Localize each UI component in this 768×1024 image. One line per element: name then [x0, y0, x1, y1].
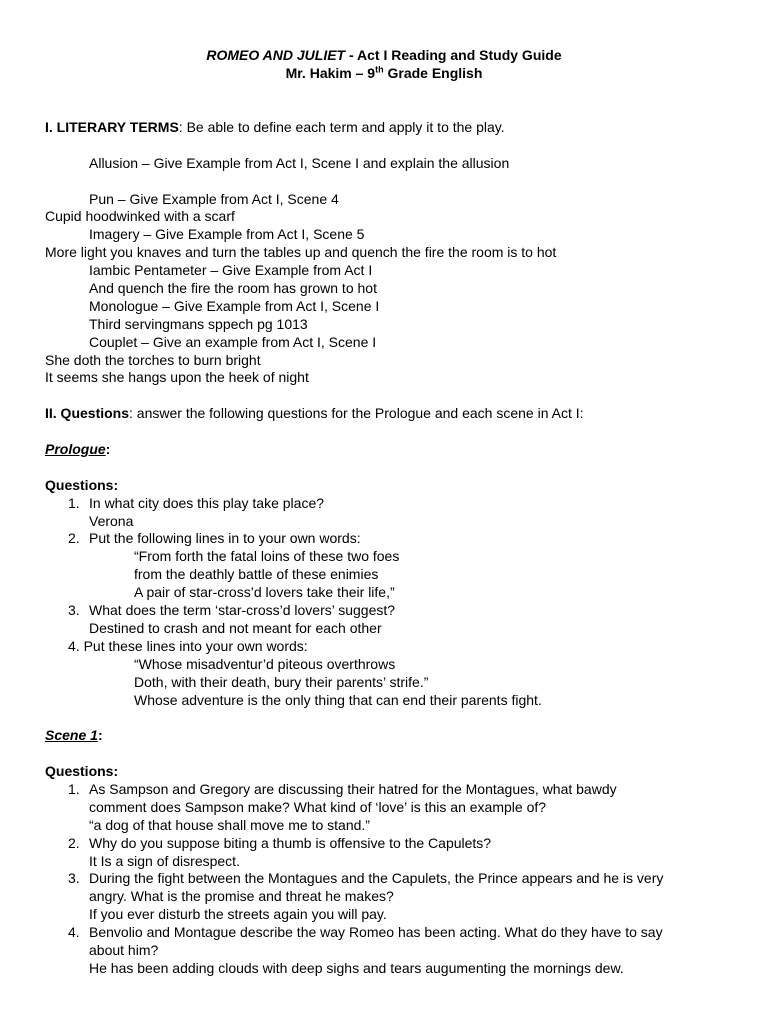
scene1-q2-answer: It Is a sign of disrespect. — [89, 852, 240, 869]
scene1-q2-number: 2. — [68, 834, 80, 851]
document-subtitle — [0, 65, 768, 83]
literary-terms-heading-line — [45, 119, 745, 137]
prologue-q2-quote-line2: from the deathly battle of these enimies — [134, 566, 379, 583]
scene1-q3-number: 3. — [68, 870, 80, 887]
prologue-q2-quote-line3: A pair of star-cross’d lovers take their life,” — [134, 584, 395, 601]
scene1-q4-number: 4. — [68, 924, 80, 941]
scene1-q1-text-line2: comment does Sampson make? What kind of ‘love’ is this an example of? — [89, 798, 547, 815]
scene1-q2 — [45, 835, 745, 853]
answer-couplet-line1: She doth the torches to burn bright — [45, 351, 261, 368]
term-couplet: Couplet – Give an example from Act I, Scene I — [89, 333, 377, 350]
scene1-q1-text-line1: As Sampson and Gregory are discussing their hatred for the Montagues, what bawdy — [89, 780, 617, 797]
document-body — [45, 119, 745, 978]
scene1-q4-text-line1: Benvolio and Montague describe the way Romeo has been acting. What do they have to say — [89, 924, 663, 941]
prologue-q3-number: 3. — [68, 602, 80, 619]
prologue-colon: : — [105, 441, 111, 458]
answer-imagery: More light you knaves and turn the tables up and quench the fire the room is to hot — [45, 244, 557, 261]
scene1-q3-text-line1: During the fight between the Montagues and the Capulets, the Prince appears and he is very — [89, 870, 664, 887]
scene1-q1-answer: “a dog of that house shall move me to stand.” — [89, 816, 370, 833]
title-play-name: ROMEO AND JULIET — [206, 47, 346, 63]
prologue-q1-answer: Verona — [89, 512, 134, 529]
prologue-q4-answer: Whose adventure is the only thing that can end their parents fight. — [134, 691, 542, 708]
literary-terms-heading: I. LITERARY TERMS — [45, 119, 179, 135]
scene1-q1-number: 1. — [68, 780, 80, 797]
term-iambic-pentameter: Iambic Pentameter – Give Example from Act I — [89, 262, 373, 279]
questions-heading: II. Questions — [45, 405, 130, 422]
scene1-q2-text: Why do you suppose biting a thumb is offensive to the Capulets? — [89, 834, 492, 851]
term-monologue: Monologue – Give Example from Act I, Scene I — [89, 297, 380, 314]
scene1-colon: : — [97, 727, 103, 744]
answer-iambic-pentameter: And quench the fire the room has grown to hot — [89, 280, 377, 297]
scene1-q4-text-line2: about him? — [89, 941, 159, 958]
title-rest: - Act I Reading and Study Guide — [345, 47, 562, 63]
prologue-q3-answer: Destined to crash and not meant for each other — [89, 619, 382, 636]
subtitle-teacher: Mr. Hakim – 9 — [285, 65, 376, 81]
scene1-q3-answer: If you ever disturb the streets again you will pay. — [89, 906, 387, 923]
prologue-q3 — [45, 602, 745, 620]
document-title — [0, 47, 768, 65]
scene1-q4-answer: He has been adding clouds with deep sighs and tears augumenting the mornings dew. — [89, 959, 624, 976]
prologue-heading: Prologue — [45, 441, 106, 458]
scene1-q3 — [45, 870, 745, 888]
prologue-q4: 4. Put these lines into your own words: — [68, 637, 308, 654]
prologue-q1-number: 1. — [68, 494, 80, 511]
prologue-q4-quote-line2: Doth, with their death, bury their parents’ strife.” — [134, 673, 429, 690]
scene1-heading-line — [45, 727, 745, 745]
term-pun: Pun – Give Example from Act I, Scene 4 — [89, 190, 339, 207]
questions-intro: : answer the following questions for the Prologue and each scene in Act I: — [129, 405, 584, 422]
prologue-q3-text: What does the term ‘star-cross’d lovers’ suggest? — [89, 602, 396, 619]
prologue-q2-number: 2. — [68, 530, 80, 547]
prologue-heading-line — [45, 441, 745, 459]
scene1-q1 — [45, 781, 745, 799]
answer-monologue: Third servingmans sppech pg 1013 — [89, 315, 308, 332]
scene1-questions-label: Questions: — [45, 763, 119, 780]
prologue-q2 — [45, 530, 745, 548]
prologue-questions-label: Questions: — [45, 476, 119, 493]
scene1-q3-text-line2: angry. What is the promise and threat he makes? — [89, 888, 394, 905]
prologue-q2-quote-line1: “From forth the fatal loins of these two foes — [134, 548, 400, 565]
questions-heading-line — [45, 405, 745, 423]
term-imagery: Imagery – Give Example from Act I, Scene 5 — [89, 226, 365, 243]
prologue-q1 — [45, 495, 745, 513]
subtitle-superscript: th — [375, 64, 384, 75]
prologue-q1-text: In what city does this play take place? — [89, 494, 325, 511]
scene1-q4 — [45, 924, 745, 942]
subtitle-course: Grade English — [383, 65, 483, 81]
prologue-q4-quote-line1: “Whose misadventur’d piteous overthrows — [134, 655, 396, 672]
literary-terms-intro: : Be able to define each term and apply it to the play. — [178, 119, 505, 135]
answer-couplet-line2: It seems she hangs upon the heek of night — [45, 369, 309, 386]
answer-pun: Cupid hoodwinked with a scarf — [45, 208, 235, 225]
term-allusion: Allusion – Give Example from Act I, Scene I and explain the allusion — [89, 154, 510, 171]
scene1-heading: Scene 1 — [45, 727, 98, 744]
prologue-q2-text: Put the following lines in to your own words: — [89, 530, 361, 547]
